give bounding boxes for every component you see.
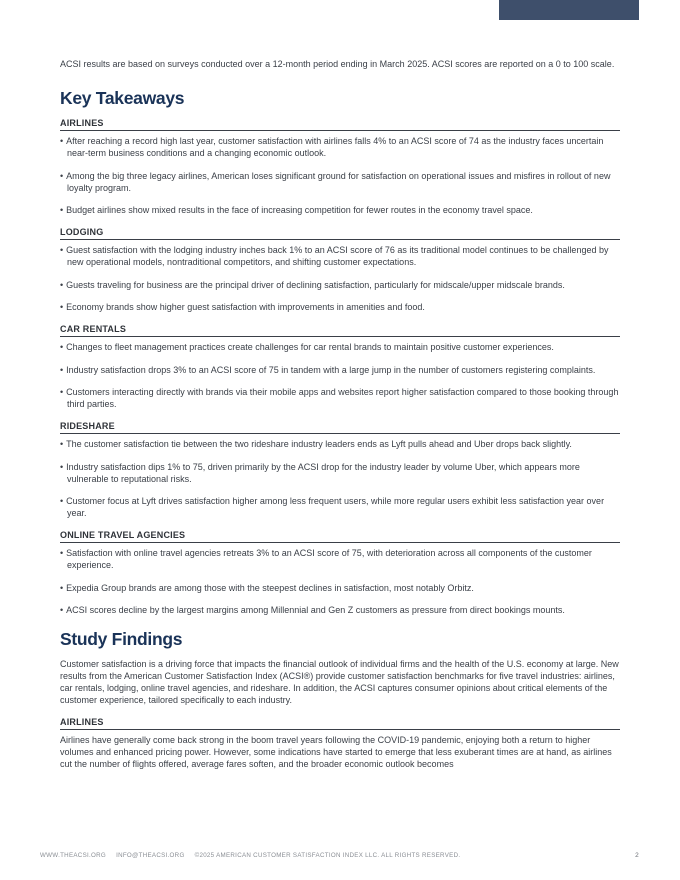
intro-text: ACSI results are based on surveys conducted over a 12-month period ending in March 2025. ACSI scores are reported on a 0 to 100 scale. (60, 59, 615, 69)
takeaway-list (60, 438, 620, 519)
takeaway-bullet: • Industry satisfaction drops 3% to an ACSI score of 75 in tandem with a large jump in the number of customers registering complaints. (60, 364, 620, 376)
takeaway-bullet: • The customer satisfaction tie between the two rideshare industry leaders ends as Lyft pulls ahead and Uber drops back slightly. (60, 438, 620, 450)
category-header-airlines: AIRLINES (60, 118, 620, 131)
category-header-rideshare: RIDESHARE (60, 421, 620, 434)
takeaway-list (60, 341, 620, 410)
page-number: 2 (635, 852, 639, 859)
category-header-lodging: LODGING (60, 227, 620, 240)
study-findings-paragraph: Customer satisfaction is a driving force that impacts the financial outlook of individual firms and the health of the U.S. economy at large. New results from the American Customer Satisfaction Index (ACSI®) provide customer satisfaction benchmarks for five travel industries: airlines, car rentals, lodging, online travel agencies, and rideshare. In addition, the ACSI captures consumer opinions about critical elements of the customer experience, tailored specifically to each industry. (60, 659, 619, 705)
airlines-findings-paragraph: Airlines have generally come back strong in the boom travel years following the COVID-19 pandemic, enjoying both a return to higher volumes and enhanced pricing power. However, some indications have started to emerge that less exuberant times are at hand, as airlines cut the number of flights offered, average fares soften, and the broader economic outlook becomes (60, 735, 612, 769)
page-footer (40, 852, 639, 859)
takeaway-list (60, 547, 620, 616)
takeaway-bullet: • Expedia Group brands are among those with the steepest declines in satisfaction, most notably Orbitz. (60, 582, 620, 594)
takeaway-bullet: • Customers interacting directly with brands via their mobile apps and websites report higher satisfaction compared to those booking through third parties. (60, 386, 620, 410)
key-takeaways-section (60, 118, 620, 616)
takeaway-bullet: • Guest satisfaction with the lodging industry inches back 1% to an ACSI score of 76 as its traditional model continues to be challenged by new operational models, nontraditional competitors, and shifting customer expectations. (60, 244, 620, 268)
study-findings-heading: Study Findings (60, 629, 183, 649)
category-header-airlines: AIRLINES (60, 717, 620, 730)
category-header-car-rentals: CAR RENTALS (60, 324, 620, 337)
takeaway-list (60, 244, 620, 313)
takeaway-bullet: • Changes to fleet management practices create challenges for car rental brands to maintain positive customer experiences. (60, 341, 620, 353)
takeaway-bullet: • Guests traveling for business are the principal driver of declining satisfaction, particularly for midscale/upper midscale brands. (60, 279, 620, 291)
footer-email-link[interactable]: INFO@THEACSI.ORG (116, 852, 185, 859)
takeaway-bullet: • Industry satisfaction dips 1% to 75, driven primarily by the ACSI drop for the industry leader by volume Uber, which appears more vulnerable to reputational risks. (60, 461, 620, 485)
takeaway-list (60, 135, 620, 216)
header-accent-bar (499, 0, 639, 20)
page-content (60, 58, 620, 770)
footer-website-link[interactable]: WWW.THEACSI.ORG (40, 852, 107, 859)
footer-copyright: ©2025 AMERICAN CUSTOMER SATISFACTION INDEX LLC. ALL RIGHTS RESERVED. (194, 852, 461, 859)
takeaway-bullet: • Customer focus at Lyft drives satisfaction higher among less frequent users, while more regular users exhibit less satisfaction year over year. (60, 495, 620, 519)
takeaway-bullet: • ACSI scores decline by the largest margins among Millennial and Gen Z customers as pressure from direct bookings mounts. (60, 604, 620, 616)
takeaway-bullet: • Economy brands show higher guest satisfaction with improvements in amenities and food. (60, 301, 620, 313)
takeaway-bullet: • Satisfaction with online travel agencies retreats 3% to an ACSI score of 75, with deterioration across all components of the customer experience. (60, 547, 620, 571)
takeaway-bullet: • Among the big three legacy airlines, American loses significant ground for satisfaction on operational issues and misfires in rollout of new loyalty program. (60, 170, 620, 194)
category-header-online-travel-agencies: ONLINE TRAVEL AGENCIES (60, 530, 620, 543)
takeaway-bullet: • After reaching a record high last year, customer satisfaction with airlines falls 4% to an ACSI score of 74 as the industry faces uncertain near-term business conditions and a changing economic outlook. (60, 135, 620, 159)
key-takeaways-heading: Key Takeaways (60, 88, 185, 108)
takeaway-bullet: • Budget airlines show mixed results in the face of increasing competition for fewer routes in the economy travel space. (60, 204, 620, 216)
